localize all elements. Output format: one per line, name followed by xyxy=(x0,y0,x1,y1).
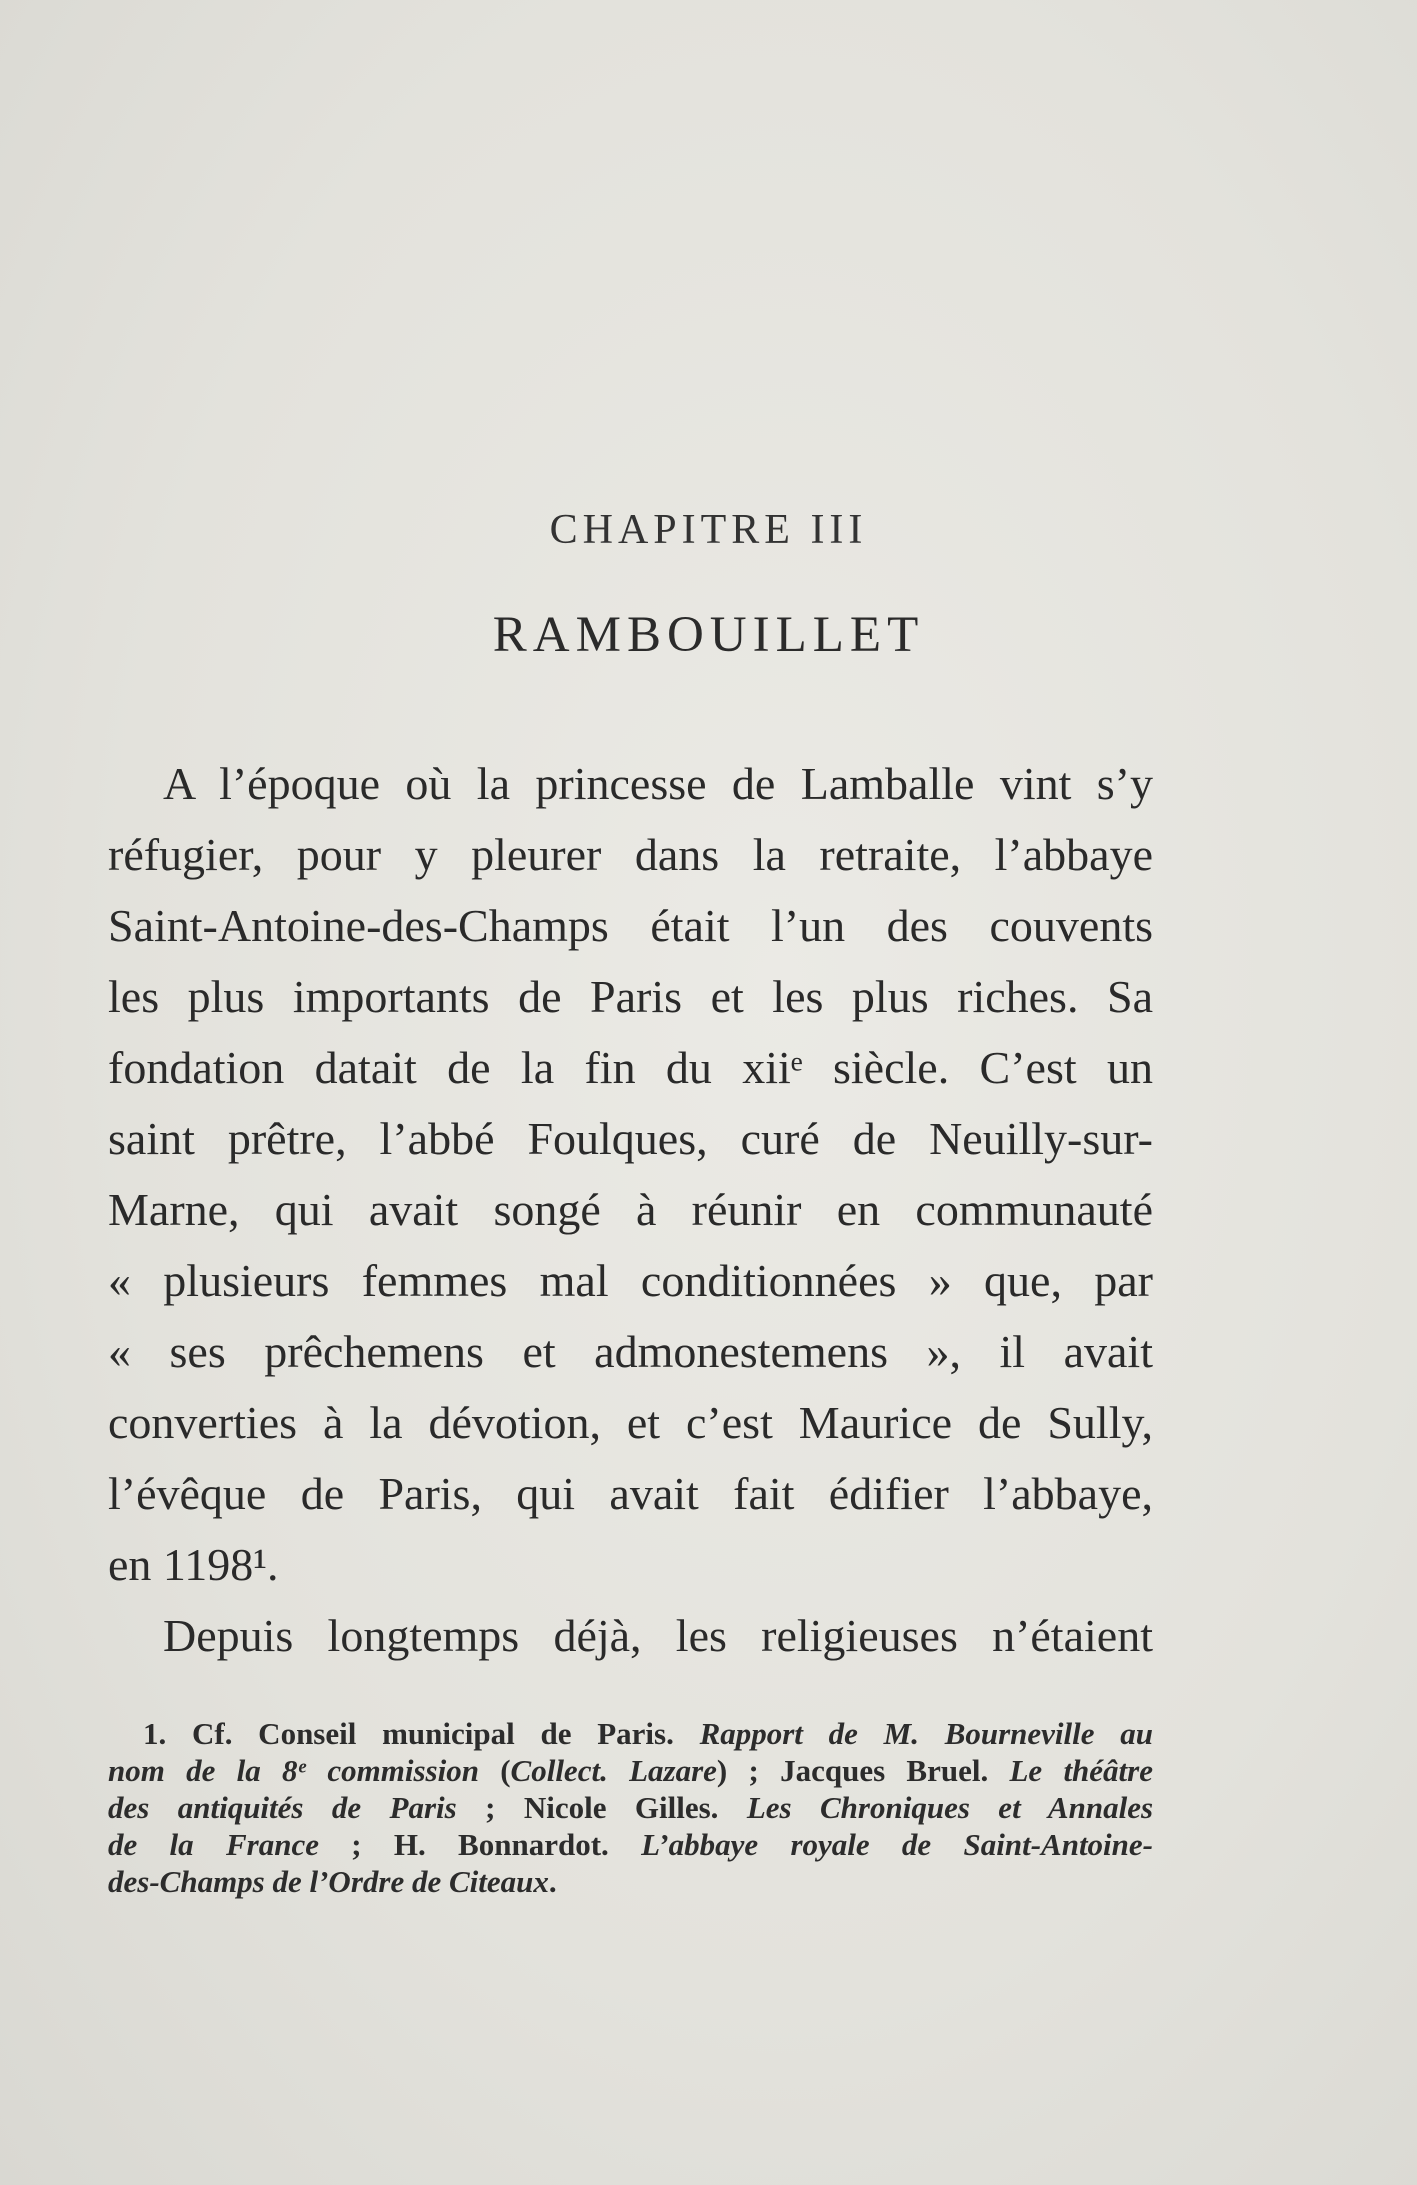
text-line: en 1198¹. xyxy=(108,1539,279,1590)
footnote-italic: L’abbaye royale de Saint-Antoine- xyxy=(641,1827,1153,1862)
footnote-italic: des antiquités de Paris xyxy=(108,1790,457,1825)
text-line: les plus importants de Paris et les plus riches. Sa xyxy=(108,971,1153,1022)
footnote-line xyxy=(108,1752,1153,1789)
footnote-italic: Les Chroniques et Annales xyxy=(746,1790,1154,1825)
text-line: A l’époque où la princesse de Lamballe vint s’y xyxy=(163,758,1153,809)
text-line: réfugier, pour y pleurer dans la retraite, l’abbaye xyxy=(108,829,1153,880)
text-line: l’évêque de Paris, qui avait fait édifier l’abbaye, xyxy=(108,1468,1153,1519)
footnote-italic: Rapport de M. Bourneville au xyxy=(699,1716,1153,1751)
footnote-line xyxy=(108,1826,1153,1863)
text-line: « plusieurs femmes mal conditionnées » que, par xyxy=(108,1255,1153,1306)
chapter-label: CHAPITRE III xyxy=(549,507,868,553)
footnote-italic: nom de la 8ᵉ commission xyxy=(108,1753,479,1788)
footnote-line xyxy=(108,1863,1153,1900)
text-line: Saint-Antoine-des-Champs était l’un des couvents xyxy=(108,900,1153,951)
footnote-text: ; H. Bonnardot. xyxy=(351,1827,609,1862)
body-text xyxy=(108,748,1153,1671)
footnote-text: 1. Cf. Conseil municipal de Paris. xyxy=(143,1716,674,1751)
footnote-text: ; Nicole Gilles. xyxy=(485,1790,719,1825)
footnote-italic: des-Champs de l’Ordre de Citeaux xyxy=(108,1864,549,1899)
footnote-line xyxy=(108,1715,1153,1752)
footnote-line xyxy=(108,1789,1153,1826)
footnote-text: (Collect. Lazare) ; Jacques Bruel. xyxy=(500,1753,989,1788)
footnote-italic: Collect. Lazare xyxy=(510,1753,717,1788)
text-line: « ses prêchemens et admonestemens », il avait xyxy=(108,1326,1153,1377)
footnote xyxy=(108,1715,1153,1900)
footnote-italic: Le théâtre xyxy=(1009,1753,1153,1788)
text-line: Depuis longtemps déjà, les religieuses n’étaient xyxy=(163,1610,1153,1661)
text-line: fondation datait de la fin du xiiᵉ siècle. C’est un xyxy=(108,1042,1153,1093)
chapter-title: RAMBOUILLET xyxy=(492,607,925,663)
footnote-italic: de la France xyxy=(108,1827,319,1862)
footnote-text: . xyxy=(548,1864,557,1899)
text-line: converties à la dévotion, et c’est Maurice de Sully, xyxy=(108,1397,1153,1448)
text-line: saint prêtre, l’abbé Foulques, curé de Neuilly-sur- xyxy=(108,1113,1153,1164)
text-line: Marne, qui avait songé à réunir en communauté xyxy=(108,1184,1153,1235)
